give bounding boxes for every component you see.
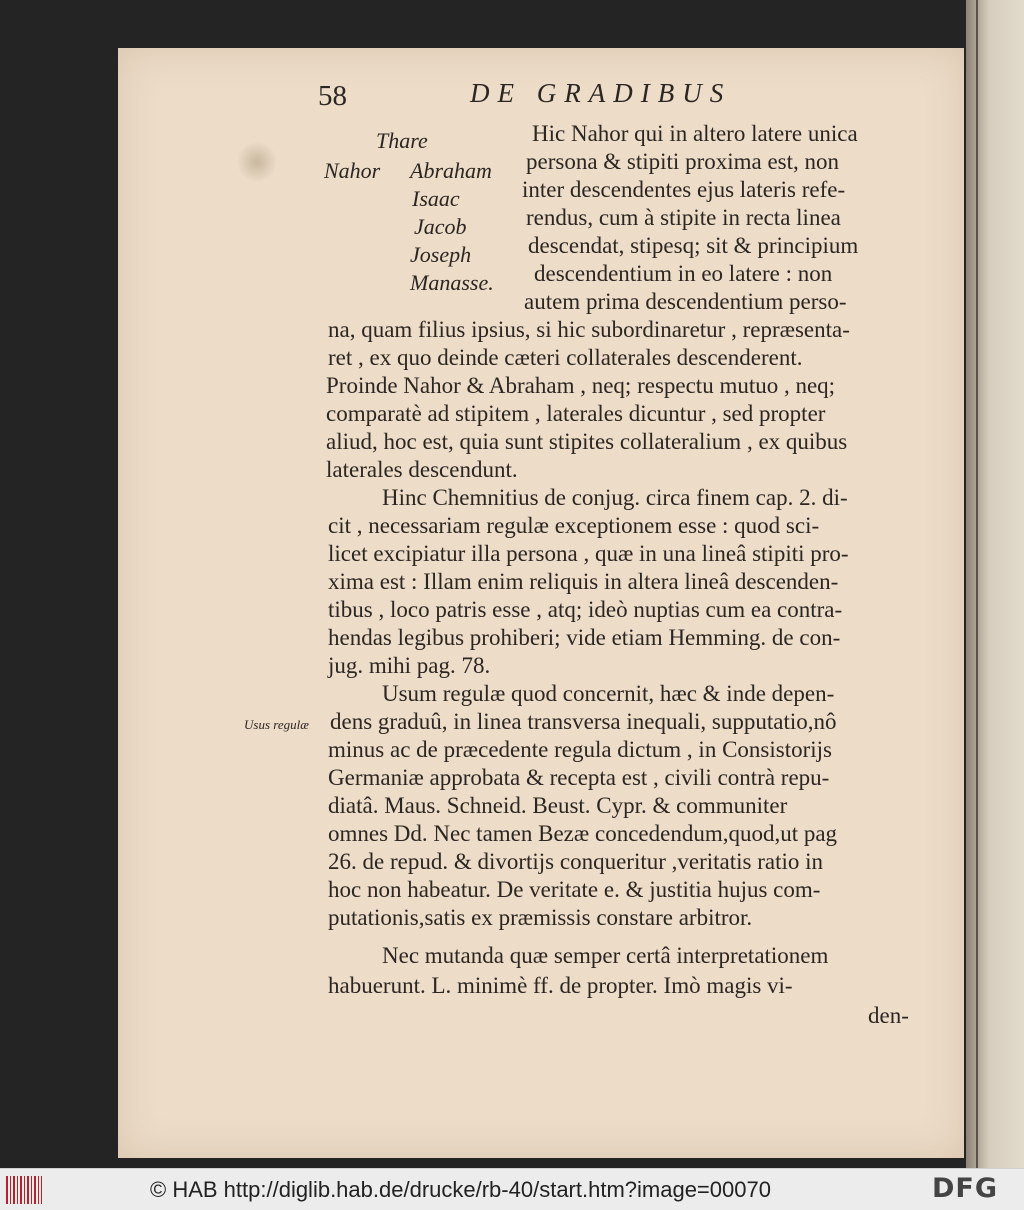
text-line: hoc non habeatur. De veritate e. & justitia hujus com- [328, 877, 821, 902]
text-line: omnes Dd. Nec tamen Bezæ concedendum,quod,ut pag [328, 821, 838, 846]
copyright-credit[interactable]: © HAB http://diglib.hab.de/drucke/rb-40/start.htm?image=00070 [150, 1177, 771, 1202]
text-line: ret , ex quo deinde cæteri collaterales descenderent. [328, 345, 803, 370]
text-line: autem prima descendentium perso- [524, 289, 847, 314]
tree-name-abraham: Abraham [410, 158, 492, 183]
text-line: laterales descendunt. [326, 457, 518, 482]
text-line: diatâ. Maus. Schneid. Beust. Cypr. & communiter [328, 793, 788, 818]
text-line: habuerunt. L. minimè ff. de propter. Imò magis vi- [328, 973, 793, 998]
text-line: tibus , loco patris esse , atq; ideò nuptias cum ea contra- [328, 597, 843, 622]
dfg-logo: DFG [932, 1173, 999, 1204]
text-line: cit , necessariam regulæ exceptionem esse : quod sci- [328, 513, 820, 538]
catchword: den- [868, 1003, 909, 1028]
text-line: Nec mutanda quæ semper certâ interpretationem [382, 943, 829, 968]
tree-name-manasse: Manasse. [410, 270, 494, 295]
text-line: Germaniæ approbata & recepta est , civili contrà repu- [328, 765, 830, 790]
viewer-footer [0, 1168, 1024, 1210]
text-line: minus ac de præcedente regula dictum , in Consistorijs [328, 737, 832, 762]
text-line: jug. mihi pag. 78. [328, 653, 491, 678]
text-line: persona & stipiti proxima est, non [526, 149, 840, 174]
text-line: Usum regulæ quod concernit, hæc & inde depen- [382, 681, 835, 706]
marginal-note: Usus regulæ [244, 717, 309, 732]
text-line: Hinc Chemnitius de conjug. circa finem cap. 2. di- [382, 485, 848, 510]
text-line: Hic Nahor qui in altero latere unica [532, 121, 858, 146]
running-head: DE GRADIBUS [470, 78, 732, 108]
text-line: descendat, stipesq; sit & principium [528, 233, 859, 258]
text-line: licet excipiatur illa persona , quæ in una lineâ stipiti pro- [328, 541, 849, 566]
page-number: 58 [318, 80, 347, 112]
text-line: aliud, hoc est, quia sunt stipites collateralium , ex quibus [326, 429, 848, 454]
text-line: descendentium in eo latere : non [534, 261, 833, 286]
text-line: rendus, cum à stipite in recta linea [526, 205, 841, 230]
text-line: Proinde Nahor & Abraham , neq; respectu mutuo , neq; [326, 373, 836, 398]
tree-name-joseph: Joseph [410, 242, 472, 267]
tree-name-isaac: Isaac [412, 186, 460, 211]
tree-name-nahor: Nahor [324, 158, 381, 183]
paper-stain [238, 140, 276, 184]
text-line: comparatè ad stipitem , laterales dicuntur , sed propter [326, 401, 826, 426]
next-page-edge [966, 0, 1024, 1168]
text-line: 26. de repud. & divortijs conqueritur ,veritatis ratio in [328, 849, 824, 874]
tree-name-jacob: Jacob [414, 214, 467, 239]
tree-name-thare: Thare [376, 128, 428, 153]
page-gutter-line [976, 0, 978, 1168]
hab-logo-icon [6, 1176, 42, 1204]
text-line: na, quam filius ipsius, si hic subordinaretur , repræsenta- [328, 317, 850, 342]
text-line: putationis,satis ex præmissis constare arbitror. [328, 905, 753, 930]
text-line: inter descendentes ejus lateris refe- [522, 177, 846, 202]
text-line: hendas legibus prohiberi; vide etiam Hemming. de con- [328, 625, 841, 650]
text-line: dens graduû, in linea transversa inequali, supputatio,nô [330, 709, 837, 734]
text-line: xima est : Illam enim reliquis in altera lineâ descenden- [328, 569, 839, 594]
